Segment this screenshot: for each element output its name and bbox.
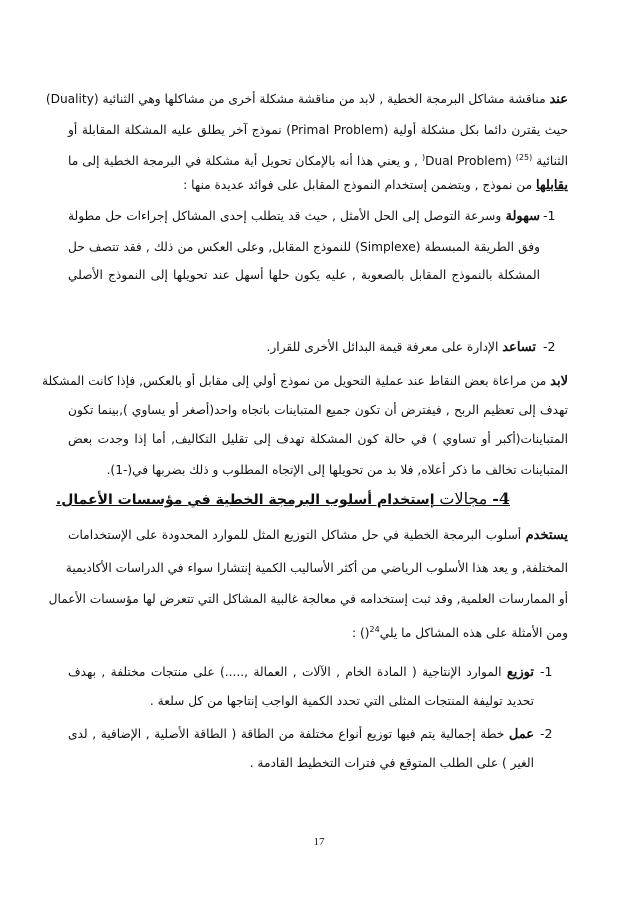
paragraph-line xyxy=(68,152,568,170)
line-text: تحديد توليفة المنتجات المثلى التي تحدد الكمية الواجب إنتاجها من كل سلعة . xyxy=(149,694,534,708)
line-text: المختلفة, و يعد هذا الأسلوب الرياضي من أكثر الأساليب الكمية إنتشارا سواء في الدراسات الأكاديمية xyxy=(65,561,568,575)
line-text: وسرعة التوصل إلى الحل الأمثل , حيث قد يتطلب إحدى المشاكل إجراءات حل مطولة xyxy=(68,209,502,223)
paragraph-line xyxy=(65,559,568,577)
line-text: الإدارة على معرفة قيمة البدائل الأخرى للقرار. xyxy=(266,340,499,354)
line-text: تهدف إلى تعظيم الربح , فيفترض أن تكون جميع المتباينات باتجاه واحد(أصغر أو يساوي ),بينما تكون xyxy=(68,403,568,417)
list-number: -1 xyxy=(540,664,553,679)
list-item-line xyxy=(68,238,540,256)
heading-lead: مجالات xyxy=(439,489,488,508)
line-text: (Dual Problem xyxy=(425,154,512,168)
section-heading xyxy=(55,489,510,510)
line-text: مناقشة مشاكل البرمجة الخطية , لابد من مناقشة مشكلة أخرى من مشاكلها وهي الثنائية (Duality) xyxy=(45,92,546,106)
line-text: () : xyxy=(352,626,370,640)
paragraph-line xyxy=(68,430,568,448)
line-text: ومن الأمثلة على هذه المشاكل ما يلي xyxy=(379,626,568,640)
lead-word: عند xyxy=(549,92,568,107)
line-text: حيث يقترن دائما بكل مشكلة أولية (Primal Problem) نموذج آخر يطلق عليه المشكلة المقابلة أو xyxy=(68,123,568,137)
page-number: 17 xyxy=(313,836,325,848)
line-text: المتباينات(أكبر أو تساوي ) في حالة كون المشكلة تهدف إلى تقليل التكاليف, أما إذا وجدت بعض xyxy=(68,432,568,446)
list-item-line xyxy=(68,663,534,682)
lead-word: يستخدم xyxy=(525,528,568,543)
list-item-line xyxy=(250,754,534,772)
line-text: من مراعاة بعض النقاط عند عملية التحويل من نموذج أولي إلى مقابل أو بالعكس, فإذا كانت المشكلة xyxy=(41,374,547,388)
list-number: -2 xyxy=(540,726,553,741)
list-item-line xyxy=(267,338,536,357)
line-text: المشكلة بالنموذج المقابل بالصعوبة , عليه يكون حلها أسهل عند تحويلها إلى النموذج الأصلي xyxy=(68,268,540,282)
paragraph-line xyxy=(68,401,568,419)
lead-word: لابد xyxy=(550,374,568,389)
paragraph-line xyxy=(41,372,568,391)
section-number: 4- xyxy=(492,489,510,508)
line-text: خطة إجمالية يتم فيها توزيع أنواع مختلفة من الطاقة ( الطاقة الأصلية , الإضافية , لدى xyxy=(68,727,505,741)
lead-word: تساعد xyxy=(502,340,536,355)
reference-marker: 24 xyxy=(369,624,380,634)
line-text: الثنائية xyxy=(536,154,569,168)
list-item-line xyxy=(68,725,534,744)
superscript: ( xyxy=(422,152,426,162)
paragraph-line xyxy=(183,176,568,195)
line-text: , و يعني هذا أنه بالإمكان تحويل أية مشكلة في البرمجة الخطية إلى ما xyxy=(68,154,418,168)
heading-text: إستخدام أسلوب البرمجة الخطية في مؤسسات الأعمال. xyxy=(55,492,435,508)
line-text: الغير ) على الطلب المتوقع في فترات التخطيط القادمة . xyxy=(249,756,534,770)
line-text: وفق الطريقة المبسطة (Simplexe) للنموذج المقابل, وعلى العكس من ذلك , فقد تتصف حل xyxy=(68,240,540,254)
list-number: -1 xyxy=(543,208,556,223)
paragraph-line xyxy=(107,461,568,479)
reference-marker: (25) xyxy=(515,152,533,162)
line-text: من نموذج , ويتضمن إستخدام النموذج المقابل على فوائد عديدة منها : xyxy=(183,178,533,192)
line-text: أسلوب البرمجة الخطية في حل مشاكل التوزيع المثل للموارد المحدودة على الإستخدامات xyxy=(68,528,522,542)
lead-word: سهولة xyxy=(505,209,540,224)
list-item-line xyxy=(68,266,540,284)
lead-word: توزيع xyxy=(506,665,534,680)
list-item-line xyxy=(68,207,540,226)
lead-word: عمل xyxy=(508,727,535,742)
paragraph-line xyxy=(48,590,568,608)
paragraph-line xyxy=(352,624,568,642)
line-text: المتباينات تخالف ما ذكر أعلاه, فلا بد من تحويلها إلى الإتجاه المطلوب و ذلك بضربها في(-1). xyxy=(106,463,568,477)
paragraph-line xyxy=(68,121,568,139)
line-text: أو الممارسات العلمية, وقد ثبت إستخدامه في معالجة غالبية المشاكل التي تتعرض لها مؤسسات الأعمال xyxy=(48,592,568,606)
list-item-line xyxy=(150,692,534,710)
paragraph-line xyxy=(45,90,568,109)
line-text: الموارد الإنتاجية ( المادة الخام , الآلات , العمالة ,.....) على منتجات مختلفة , بهدف xyxy=(68,665,502,679)
paragraph-line xyxy=(68,526,568,545)
list-number: -2 xyxy=(543,339,556,354)
lead-word: يقابلها xyxy=(535,178,568,193)
